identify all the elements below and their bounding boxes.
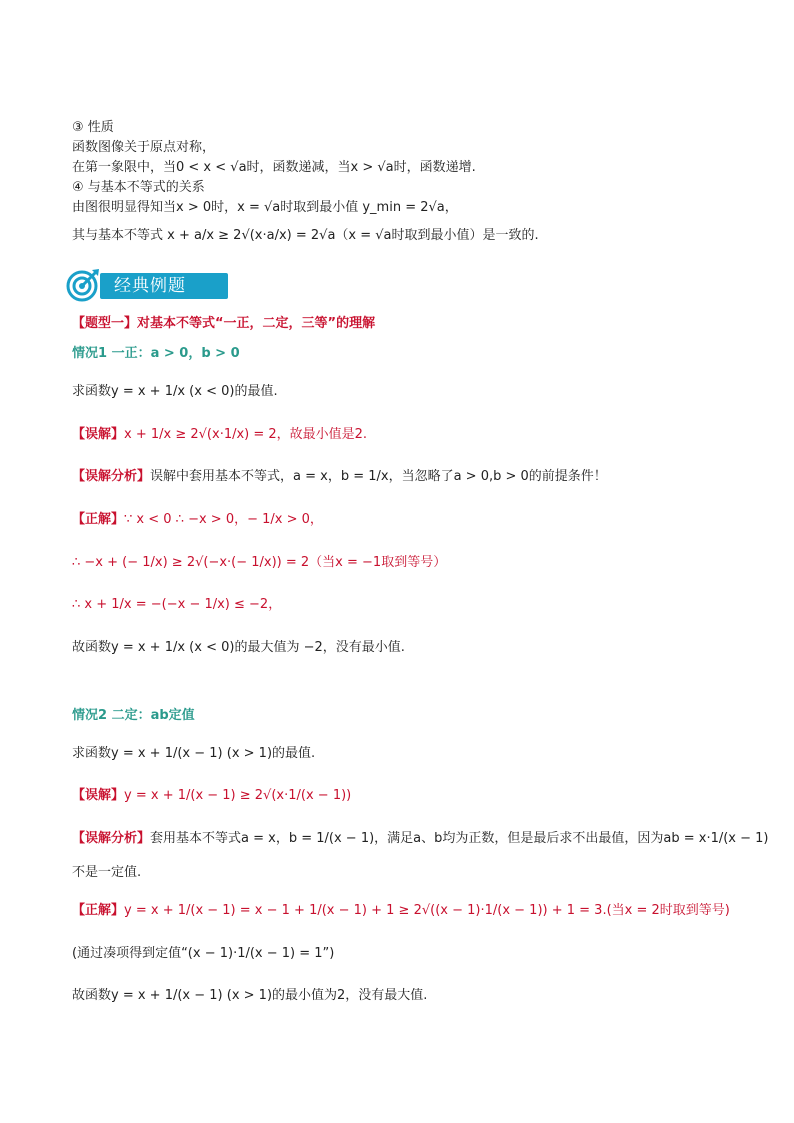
wrong-text: y = x + 1/(x − 1) ≥ 2√(x·1/(x − 1)) (124, 788, 352, 803)
analysis-text: 误解中套用基本不等式，a = x，b = 1/x，当忽略了a > 0,b > 0的前提条件！ (150, 469, 607, 484)
case1-title: 情况1 一正：a > 0，b > 0 (72, 346, 240, 361)
right-text: y = x + 1/(x − 1) = x − 1 + 1/(x − 1) + 1 ≥ 2√((x − 1)·1/(x − 1)) + 1 = 3.(当x = 2时取到等号) (124, 903, 730, 918)
case2-right (72, 901, 730, 921)
right-tag: 【正解】 (72, 903, 125, 918)
analysis-tag: 【误解分析】 (72, 469, 151, 484)
text-minimum: 由图很明显得知当x > 0时，x = √a时取到最小值 y_min = 2√a， (72, 200, 458, 215)
case2-analysis-cont: 不是一定值. (72, 865, 142, 880)
right-text-1: ∵ x < 0 ∴ −x > 0，− 1/x > 0， (124, 512, 323, 527)
case2-title: 情况2 二定：ab定值 (72, 708, 195, 723)
wrong-tag: 【误解】 (72, 427, 125, 442)
analysis-text: 套用基本不等式a = x，b = 1/(x − 1)，满足a、b均为正数，但是最后求不出最值，因为ab = x·1/(x − 1) (150, 831, 769, 846)
text-symmetry: 函数图像关于原点对称， (72, 140, 216, 155)
section-heading-relation: ④ 与基本不等式的关系 (72, 180, 205, 195)
type1-title: 【题型一】对基本不等式“一正，二定，三等”的理解 (72, 316, 376, 331)
case1-right1 (72, 510, 323, 530)
case1-right3: ∴ x + 1/x = −(−x − 1/x) ≤ −2， (72, 597, 282, 612)
case1-conclusion: 故函数y = x + 1/x (x < 0)的最大值为 −2，没有最小值. (72, 640, 405, 655)
case2-wrong (72, 786, 351, 806)
case2-conclusion: 故函数y = x + 1/(x − 1) (x > 1)的最小值为2，没有最大值. (72, 988, 428, 1003)
case2-analysis (72, 829, 769, 849)
wrong-tag: 【误解】 (72, 788, 125, 803)
case1-wrong (72, 425, 367, 445)
right-tag: 【正解】 (72, 512, 125, 527)
wrong-text: x + 1/x ≥ 2√(x·1/x) = 2，故最小值是2. (124, 427, 368, 442)
banner-label: 经典例题 (114, 276, 186, 296)
section-banner (66, 268, 200, 304)
case2-note: (通过凑项得到定值“(x − 1)·1/(x − 1) = 1”) (72, 946, 335, 961)
section-heading-properties: ③ 性质 (72, 120, 114, 135)
case1-analysis (72, 467, 607, 487)
case1-right2: ∴ −x + (− 1/x) ≥ 2√(−x·(− 1/x)) = 2（当x = −1取到等号） (72, 555, 447, 570)
target-arrow-icon (66, 268, 100, 302)
case2-question: 求函数y = x + 1/(x − 1) (x > 1)的最值. (72, 746, 316, 761)
analysis-tag: 【误解分析】 (72, 831, 151, 846)
text-monotonic: 在第一象限中，当0 < x < √a时，函数递减，当x > √a时，函数递增. (72, 160, 476, 175)
text-consistency: 其与基本不等式 x + a/x ≥ 2√(x·a/x) = 2√a（x = √a时取到最小值）是一致的. (72, 228, 539, 243)
case1-question: 求函数y = x + 1/x (x < 0)的最值. (72, 384, 278, 399)
